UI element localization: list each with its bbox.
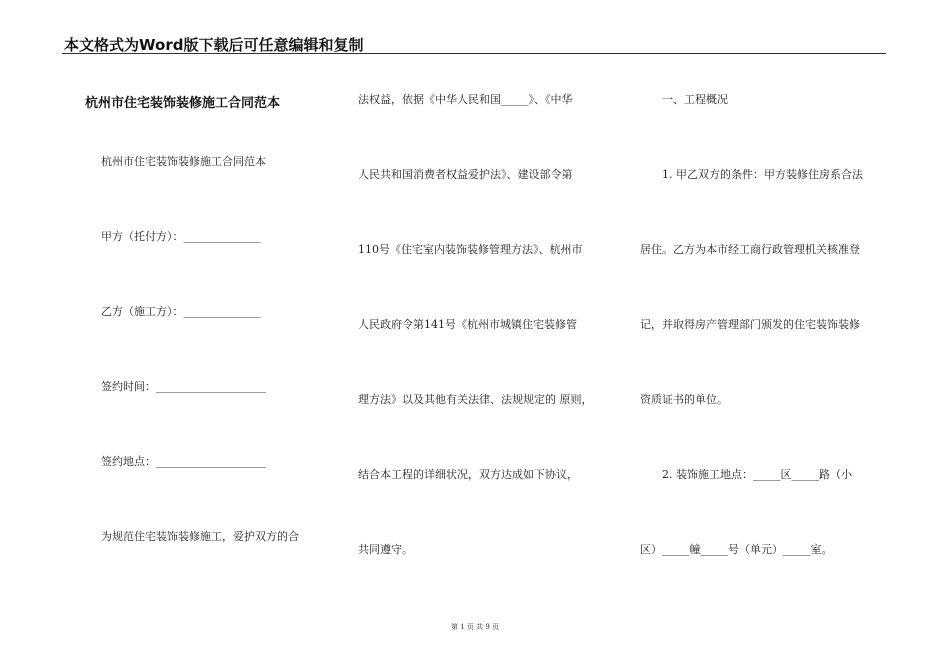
col2-line: 共同遵守。 xyxy=(358,543,413,556)
col3-section-heading: 一、工程概况 xyxy=(662,93,728,106)
col3-line: 资质证书的单位。 xyxy=(640,393,728,406)
page-number: 第 1 页 共 9 页 xyxy=(450,623,500,631)
col3-line: 记，并取得房产管理部门颁发的住宅装饰装修 xyxy=(640,318,860,331)
col3-line: 区）_____幢_____号（单元）_____室。 xyxy=(640,543,833,556)
col2-line: 人民共和国消费者权益爱护法》、建设部令第 xyxy=(358,168,573,181)
col2-line: 法权益，依据《中华人民和国_____》、《中华 xyxy=(358,93,573,106)
col1-line: 甲方（托付方）：______________ xyxy=(101,230,261,243)
col1-line: 签约地点：____________________ xyxy=(101,455,266,468)
col2-line: 110号《住宅室内装饰装修管理方法》、杭州市 xyxy=(358,243,583,256)
col1-line: 杭州市住宅装饰装修施工合同范本 xyxy=(101,155,266,168)
document-header: 本文格式为Word版下载后可任意编辑和复制 xyxy=(64,36,364,54)
col1-line: 签约时间：____________________ xyxy=(101,380,266,393)
col3-line: 2. 装饰施工地点：_____区_____路（小 xyxy=(662,468,852,481)
header-divider xyxy=(62,53,886,54)
col3-line: 1. 甲乙双方的条件：甲方装修住房系合法 xyxy=(662,168,863,181)
col2-line: 人民政府令第141号《杭州市城镇住宅装修管 xyxy=(358,318,577,331)
col1-line: 乙方（施工方）：______________ xyxy=(101,305,261,318)
col1-line: 为规范住宅装饰装修施工，爱护双方的合 xyxy=(101,530,299,543)
document-title: 杭州市住宅装饰装修施工合同范本 xyxy=(85,96,281,111)
col3-line: 居住。乙方为本市经工商行政管理机关核准登 xyxy=(640,243,860,256)
col2-line: 理方法》以及其他有关法律、法规规定的 原则， xyxy=(358,393,593,406)
col2-line: 结合本工程的详细状况，双方达成如下协议， xyxy=(358,468,578,481)
